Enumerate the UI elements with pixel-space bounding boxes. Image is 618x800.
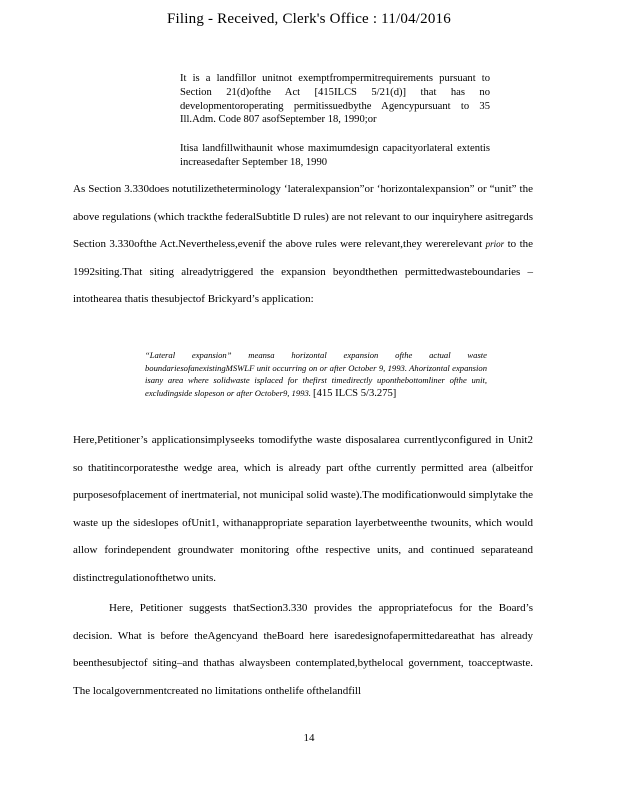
quote-text <box>145 349 487 400</box>
paragraph-section-3330 <box>73 176 533 314</box>
criterion-b <box>180 142 490 170</box>
paragraph-1-part-b: to the 1992siting.That siting alreadytriggered the expansion beyondthethen permittedwasteboundaries –intothearea thatis thesubjectof Brickyard’s application: <box>73 238 534 305</box>
quote-citation: [415 ILCS 5/3.275] <box>313 387 397 399</box>
emphasis-prior: prior <box>485 239 505 249</box>
criterion-b-text: Itisa landfillwithaunit whose maximumdesign capacityorlateral extentis increasedafter September 18, 1990 <box>180 143 490 168</box>
page-number: 14 <box>303 732 315 744</box>
paragraph-petitioner-suggests <box>73 595 533 705</box>
filing-stamp-header: Filing - Received, Clerk's Office : 11/04/2016 <box>167 11 451 27</box>
paragraph-petitioner-application <box>73 427 533 592</box>
quote-definition: “Lateral expansion” meansa horizontal expansion ofthe actual waste boundariesofanexistingMSWLF unit occurring on or after October 9, 1993. Ahorizontal expansion isany area where solidwaste isplaced for thefirst timedirectly uponthebottomliner ofthe unit, excludingside slopeson or after October9, 1993. <box>145 350 487 398</box>
criterion-a <box>180 72 490 127</box>
criterion-a-text: It is a landfillor unitnot exemptfrompermitrequirements pursuant to Section 21(d)ofthe Act [415ILCS 5/21(d)] that has no developmentoroperating permitissuedbythe Agencypursuant to 35 Ill.Adm. Code 807 asofSeptember 18, 1990;or <box>180 73 490 126</box>
paragraph-2-text: Here,Petitioner’s applicationsimplyseeks tomodifythe waste disposalarea currentlyconfigured in Unit2 so thatitincorporatesthe wedge area, which is already part ofthe currently permitted area (albeitfor purposesofplacement of inertmaterial, not municipal solid waste).The modificationwould simplytake the waste up the sideslopes ofUnit1, withanappropriate separation layerbetweenthe twounits, which would allow forindependent groundwater monitoring ofthe respective units, and continued separateand distinctregulationofthetwo units. <box>73 434 533 584</box>
paragraph-1-part-a: As Section 3.330does notutilizetheterminology ‘lateralexpansion”or ‘horizontalexpansion” or “unit” the above regulations (which trackthe federalSubtitle D rules) are not relevant to our inquiryhere asitregards Section 3.330ofthe Act.Nevertheless,evenif the above rules were relevant,they wererelevant <box>73 183 533 250</box>
paragraph-3-text: Here, Petitioner suggests thatSection3.330 provides the appropriatefocus for the Board’s decision. What is before theAgencyand theBoard here isaredesignofapermittedareathat has already beenthesubjectof siting–and thathas alwaysbeen contemplated,bythelocal government, toacceptwaste. The localgovernmentcreated no limitations onthelife ofthelandfill <box>73 602 533 697</box>
paragraph-1-text <box>73 176 533 314</box>
block-quote-lateral-expansion <box>145 349 487 400</box>
